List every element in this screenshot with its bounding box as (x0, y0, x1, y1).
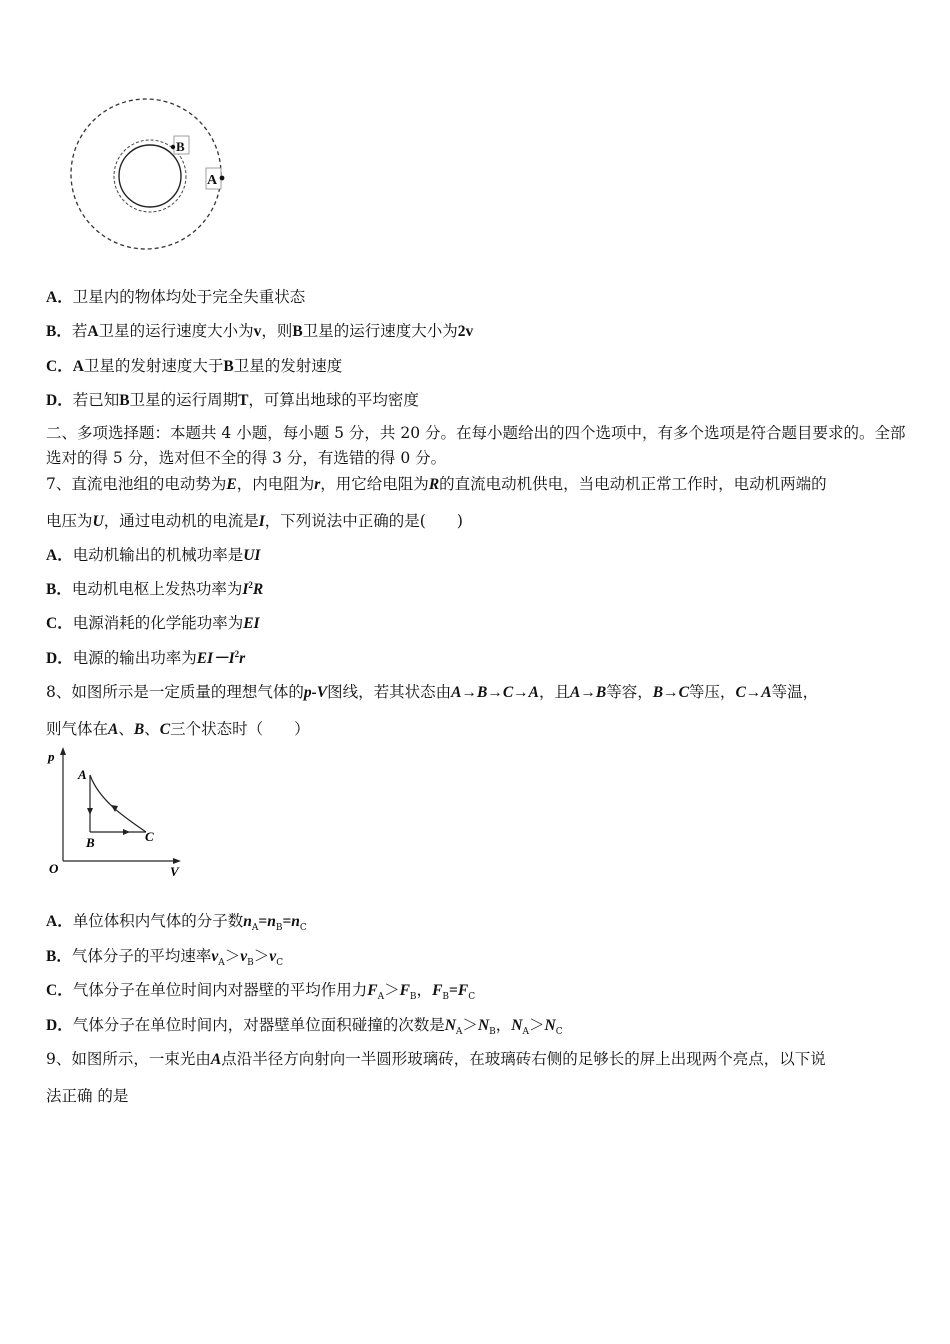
subscript: B (489, 1027, 496, 1038)
text: 等压， (688, 683, 736, 701)
option-text: 气体分子在单位时间内对器壁的平均作用力 (72, 981, 368, 999)
q7-option-a (46, 543, 260, 565)
outer-orbit-a (71, 99, 221, 249)
option-text: 气体分子在单位时间内，对器壁单位面积碰撞的次数是 (72, 1016, 445, 1034)
orbit-figure (66, 96, 231, 256)
option-label: C． (46, 615, 73, 632)
subscript: B (409, 992, 417, 1003)
option-text: 卫星内的物体均处于完全失重状态 (72, 288, 306, 306)
symbol: B→C (652, 684, 689, 701)
point-b-label: B (86, 835, 95, 850)
subscript: A (522, 1027, 529, 1038)
symbol: n (243, 913, 252, 930)
option-label: C． (46, 358, 73, 375)
symbol: T (238, 392, 249, 409)
q9-stem-line1 (46, 1047, 826, 1069)
symbol: r (239, 650, 246, 667)
subscript: B (442, 992, 450, 1003)
symbol: N (544, 1017, 556, 1034)
superscript: 2 (248, 579, 253, 590)
symbol: 2v (457, 323, 474, 340)
text: 的直流电动机供电，当电动机正常工作时，电动机两端的 (439, 475, 827, 493)
symbol: A (72, 358, 84, 375)
subscript: C (299, 923, 307, 934)
text: 点沿半径方向射向一半圆形玻璃砖，在玻璃砖右侧的足够长的屏上出现两个亮点，以下说 (221, 1050, 826, 1068)
text: ，下列说法中正确的是( ) (264, 512, 463, 530)
symbol: R (428, 476, 440, 493)
symbol: ＞ (528, 1016, 545, 1034)
question-number: 7、 (46, 475, 72, 493)
text: 则气体在 (46, 720, 109, 738)
option-label: B． (46, 323, 72, 340)
q8-option-b (46, 944, 283, 968)
text: 、 (144, 720, 160, 738)
text: 卫星的运行速度大小为 (302, 322, 458, 340)
text: 卫星的发射速度大于 (83, 357, 224, 375)
superscript: 2 (234, 648, 240, 659)
point-c-label: C (145, 829, 154, 844)
arrow-b-to-c (123, 829, 130, 835)
symbol: E (226, 476, 237, 493)
subscript: A (377, 992, 385, 1003)
symbol: ＞ (462, 1016, 478, 1034)
symbol: ＞ (253, 947, 270, 965)
symbol: v (253, 323, 262, 340)
symbol: I (258, 513, 265, 530)
symbol: U (92, 513, 104, 530)
symbol: EI－I (196, 650, 235, 667)
symbol: n (291, 913, 300, 930)
q6-option-c (46, 354, 342, 376)
section-2-heading: 二、多项选择题：本题共 4 小题，每小题 5 分，共 20 分。在每小题给出的四个选项中，有多个选项是符合题目要求的。全部选对的得 5 分，选对但不全的得 3 分，有选错的得 0 分。 (46, 424, 906, 467)
symbol: = (449, 982, 458, 999)
origin-label: O (49, 861, 59, 876)
option-label: B． (46, 581, 72, 598)
symbol: UI (243, 547, 261, 564)
symbol: A (87, 323, 99, 340)
symbol: A (210, 1051, 222, 1068)
option-label: B． (46, 948, 72, 965)
text: ，可算出地球的平均密度 (248, 391, 419, 409)
q7-stem-line1 (46, 472, 827, 494)
subscript: A (218, 958, 225, 969)
symbol: B (133, 721, 145, 738)
text: 图线，若其状态由 (327, 683, 452, 701)
symbol: A→B→C→A (451, 684, 540, 701)
symbol: r (314, 476, 321, 493)
symbol: ＞ (384, 981, 400, 999)
symbol: v (240, 948, 248, 965)
subscript: A (455, 1027, 463, 1038)
pv-graph (44, 745, 189, 880)
symbol: N (444, 1017, 456, 1034)
arrow-a-to-b (87, 808, 93, 815)
text: 三个状态时（ ） (170, 720, 310, 738)
symbol: C (159, 721, 171, 738)
text: ，内电阻为 (236, 475, 315, 493)
option-label: A． (46, 547, 73, 564)
option-label: A． (46, 289, 73, 306)
q8-stem-line1 (46, 680, 818, 702)
symbol: = (282, 913, 292, 930)
x-axis-label: V (170, 864, 179, 879)
subscript: C (468, 992, 476, 1003)
symbol: I (242, 581, 249, 598)
option-label: D． (46, 650, 73, 667)
satellite-a (220, 176, 225, 181)
q6-option-a (46, 285, 305, 307)
q7-stem-line2 (46, 509, 463, 531)
symbol: C→A (735, 684, 772, 701)
symbol: v (211, 948, 219, 965)
symbol: F (367, 982, 378, 999)
q6-option-d (46, 388, 419, 410)
symbol: B (292, 323, 303, 340)
symbol: A (108, 721, 119, 738)
option-label: C． (46, 982, 73, 999)
label-b: B (176, 139, 185, 154)
symbol: N (511, 1017, 523, 1034)
subscript: B (247, 958, 254, 969)
text: 等容， (606, 683, 653, 701)
q8-option-c (46, 978, 475, 1002)
satellite-b (171, 145, 175, 149)
q8-stem-line2 (46, 717, 310, 739)
symbol: N (477, 1017, 490, 1034)
symbol: F (432, 982, 443, 999)
option-label: A． (46, 913, 73, 930)
q7-option-d (46, 646, 245, 668)
symbol: R (252, 581, 264, 598)
subscript: A (251, 923, 259, 934)
option-text: 电动机电枢上发热功率为 (71, 580, 243, 598)
text: 、 (118, 720, 134, 738)
option-label: D． (46, 1017, 73, 1034)
q8-option-a (46, 909, 307, 933)
point-a-label: A (78, 767, 87, 782)
symbol: F (399, 982, 410, 999)
option-text: 电动机输出的机械功率是 (72, 546, 244, 564)
text: 卫星的运行周期 (129, 391, 239, 409)
y-axis-arrow (60, 747, 66, 755)
y-axis-label: p (48, 749, 55, 764)
symbol: = (258, 913, 268, 930)
symbol: v (269, 948, 277, 965)
option-text: 单位体积内气体的分子数 (72, 912, 244, 930)
q6-option-b (46, 319, 473, 341)
text: ，通过电动机的电流是 (103, 512, 259, 530)
question-number: 9、 (46, 1050, 72, 1068)
text: 若已知 (72, 391, 120, 409)
symbol: F (457, 982, 469, 999)
text: ，且 (539, 683, 571, 701)
text: 若 (71, 322, 88, 340)
text: ，用它给电阻为 (320, 475, 429, 493)
q7-option-c (46, 611, 260, 633)
symbol: ＞ (224, 947, 241, 965)
label-a: A (207, 173, 218, 188)
symbol: EI (243, 615, 260, 632)
symbol: p-V (303, 684, 328, 701)
option-text: 电源消耗的化学能功率为 (72, 614, 244, 632)
symbol: B (223, 358, 234, 375)
symbol: n (267, 913, 276, 930)
option-text: 电源的输出功率为 (72, 649, 197, 667)
earth-circle (119, 145, 181, 207)
q7-option-b (46, 577, 263, 599)
text: 卫星的发射速度 (233, 357, 343, 375)
subscript: C (555, 1027, 563, 1038)
option-text: 气体分子的平均速率 (71, 947, 212, 965)
process-c-to-a (90, 775, 146, 832)
subscript: C (276, 958, 284, 969)
symbol: B (119, 392, 130, 409)
subscript: B (275, 923, 283, 934)
text: ，则 (261, 322, 293, 340)
q9-stem-line2: 法正确 的是 (46, 1087, 129, 1105)
text: 卫星的运行速度大小为 (98, 322, 254, 340)
text: ， (495, 1016, 512, 1034)
text: ， (416, 981, 433, 999)
question-number: 8、 (46, 683, 72, 701)
text: 直流电池组的电动势为 (71, 475, 227, 493)
option-label: D． (46, 392, 73, 409)
text: 电压为 (46, 512, 93, 530)
text: 等温， (771, 683, 819, 701)
text: 如图所示是一定质量的理想气体的 (71, 683, 304, 701)
text: 如图所示，一束光由 (71, 1050, 211, 1068)
q8-option-d (46, 1013, 563, 1037)
symbol: A→B (570, 684, 607, 701)
